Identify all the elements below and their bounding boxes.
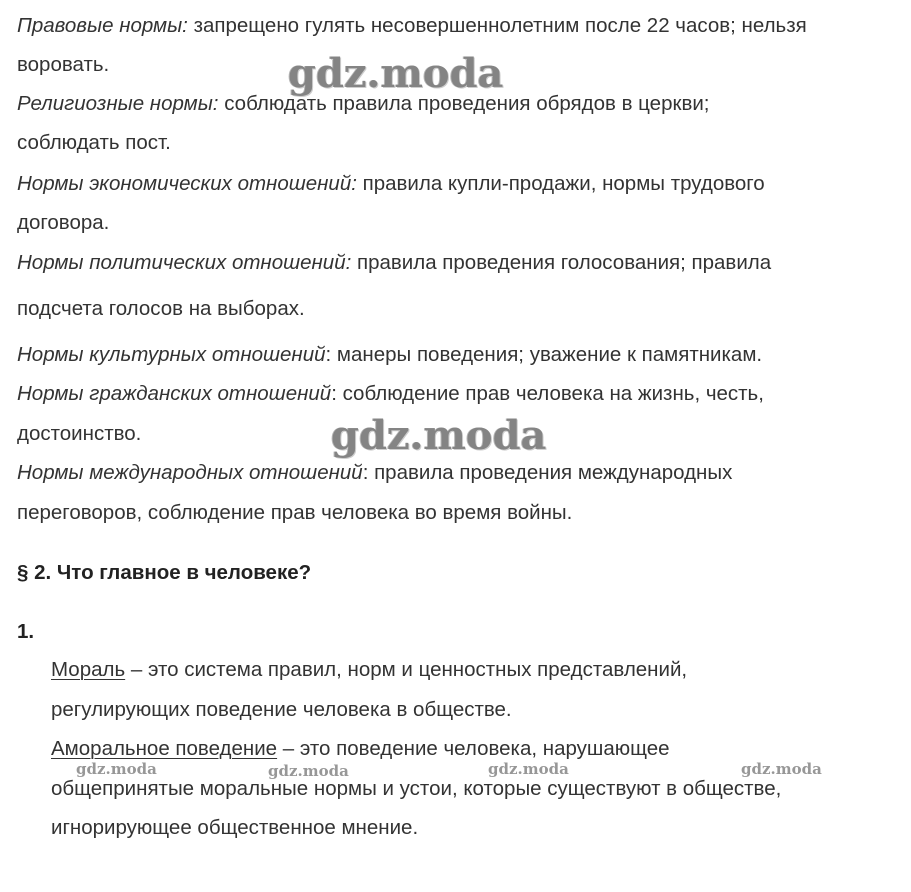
norm-political-text: правила проведения голосования; правила xyxy=(351,251,772,274)
norm-legal-cont: воровать. xyxy=(17,53,110,76)
definition-immoral-term: Аморальное поведение xyxy=(51,737,278,760)
norm-religious-text: соблюдать правила проведения обрядов в церкви; xyxy=(218,92,710,115)
norm-religious-line-cont xyxy=(17,131,171,155)
watermark-small-3: gdz.moda xyxy=(488,760,569,778)
definition-immoral-line xyxy=(51,737,670,761)
definition-morality-line xyxy=(51,658,687,682)
definition-immoral-text: – это поведение человека, нарушающее xyxy=(277,737,670,760)
definition-immoral-line-cont2 xyxy=(51,816,418,840)
norm-economic-line-cont xyxy=(17,211,109,235)
watermark-large-top: gdz.moda xyxy=(288,50,504,97)
norm-legal-text: запрещено гулять несовершеннолетним после 22 часов; нельзя xyxy=(187,14,807,37)
norm-cultural-text: : манеры поведения; уважение к памятникам. xyxy=(325,343,763,366)
norm-political-line-cont xyxy=(17,297,305,321)
norm-international-line-cont xyxy=(17,501,572,525)
watermark-small-2: gdz.moda xyxy=(268,762,349,780)
watermark-small-1: gdz.moda xyxy=(76,760,157,778)
definition-morality-term: Мораль xyxy=(51,658,126,681)
watermark-large-middle: gdz.moda xyxy=(331,412,547,459)
norm-economic-line xyxy=(17,172,765,196)
norm-cultural-line xyxy=(17,343,762,367)
norm-civil-cont: достоинство. xyxy=(17,422,142,445)
norm-international-text: : правила проведения международных xyxy=(362,461,733,484)
norm-economic-term: Нормы экономических отношений: xyxy=(17,172,357,195)
norm-civil-line xyxy=(17,382,764,406)
norm-religious-term: Религиозные нормы: xyxy=(17,92,219,115)
definition-immoral-cont2: игнорирующее общественное мнение. xyxy=(51,816,419,839)
norm-legal-term: Правовые нормы: xyxy=(17,14,188,37)
norm-legal-line-cont xyxy=(17,53,109,77)
norm-religious-cont: соблюдать пост. xyxy=(17,131,171,154)
section-heading: § 2. Что главное в человеке? xyxy=(17,561,312,584)
norm-civil-text: : соблюдение прав человека на жизнь, честь, xyxy=(331,382,764,405)
norm-religious-line xyxy=(17,92,709,116)
norm-political-term: Нормы политических отношений: xyxy=(17,251,352,274)
norm-international-cont: переговоров, соблюдение прав человека во время войны. xyxy=(17,501,573,524)
norm-civil-line-cont xyxy=(17,422,141,446)
norm-political-cont: подсчета голосов на выборах. xyxy=(17,297,305,320)
question-number: 1. xyxy=(17,620,35,643)
norm-international-term: Нормы международных отношений xyxy=(17,461,363,484)
watermark-small-4: gdz.moda xyxy=(741,760,822,778)
norm-international-line xyxy=(17,461,732,485)
norm-political-line xyxy=(17,251,771,275)
definition-immoral-line-cont xyxy=(51,777,781,801)
norm-economic-text: правила купли-продажи, нормы трудового xyxy=(356,172,765,195)
norm-cultural-term: Нормы культурных отношений xyxy=(17,343,326,366)
definition-morality-line-cont xyxy=(51,698,512,722)
norm-economic-cont: договора. xyxy=(17,211,110,234)
definition-morality-cont: регулирующих поведение человека в обществе. xyxy=(51,698,512,721)
norm-civil-term: Нормы гражданских отношений xyxy=(17,382,332,405)
norm-legal-line xyxy=(17,14,807,38)
definition-immoral-cont: общепринятые моральные нормы и устои, которые существуют в обществе, xyxy=(51,777,782,800)
definition-morality-text: – это система правил, норм и ценностных представлений, xyxy=(125,658,688,681)
